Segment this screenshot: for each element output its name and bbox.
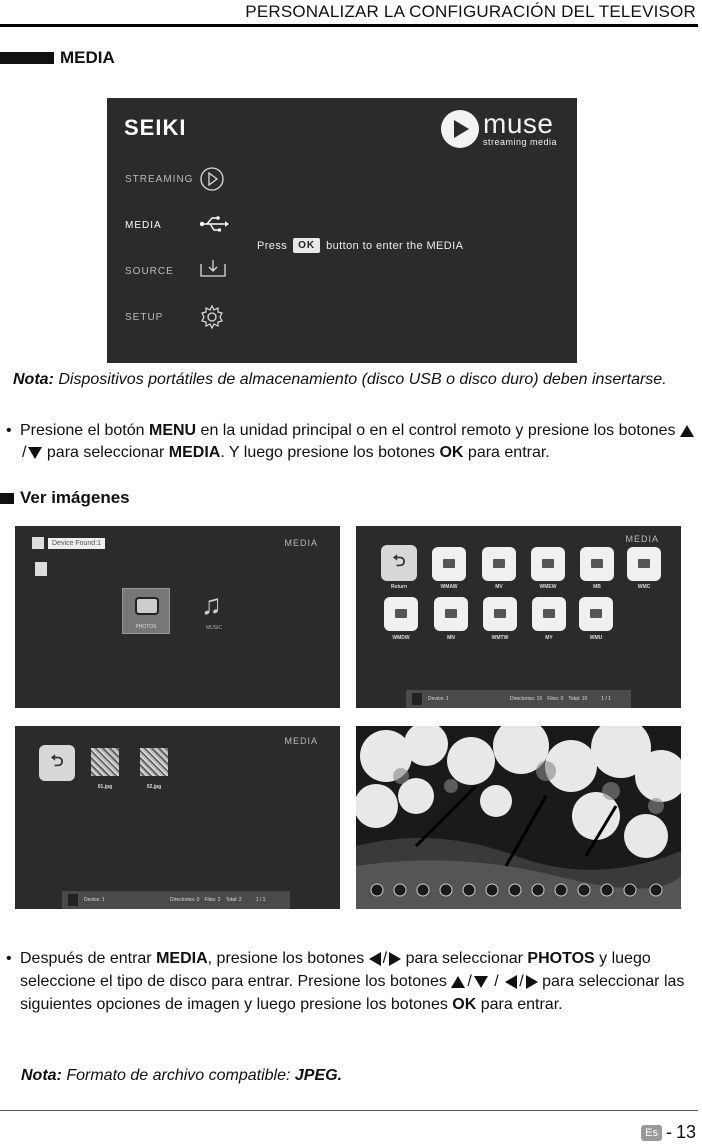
folder-icon[interactable]	[482, 547, 516, 581]
folder-label: MV	[495, 584, 503, 590]
play-circle-icon	[199, 166, 225, 190]
header-rule	[0, 24, 698, 27]
footer-rule	[0, 1110, 698, 1111]
muse-subtitle: streaming media	[483, 137, 558, 147]
main-menu-screen	[107, 98, 577, 363]
bullet2-text3: para seleccionar	[405, 950, 523, 967]
right-arrow-icon	[389, 952, 401, 966]
up-arrow-icon	[680, 425, 694, 437]
camera-icon	[135, 597, 159, 615]
bullet1-text5: para entrar.	[467, 444, 550, 461]
folder-icon[interactable]	[531, 547, 565, 581]
music-tile[interactable]	[191, 588, 237, 634]
image-thumbnail[interactable]	[91, 748, 119, 776]
device-icon	[412, 693, 422, 705]
page-number	[641, 1122, 696, 1143]
music-note-icon: ♫	[201, 589, 222, 620]
bullet2-media: MEDIA	[156, 950, 208, 967]
device-icon	[68, 894, 78, 906]
bullet-photos-instructions: • Después de entrar MEDIA, presione los botones / para seleccionar PHOTOS y luego seleccione el tipo de disco para entrar. Presione los botones / / / para seleccionar las siguientes opciones de imagen y luego presione los botones OK para entrar.	[6, 950, 685, 1013]
bullet1-ok: OK	[439, 444, 464, 461]
media-device-screen	[15, 526, 340, 708]
section-images-heading	[0, 488, 130, 508]
folder-icon[interactable]	[627, 547, 661, 581]
status-files: Files: 2	[204, 897, 221, 903]
drive-icon	[35, 562, 47, 576]
folder-icon[interactable]	[579, 597, 613, 631]
muse-play-icon	[441, 110, 479, 148]
section-bar	[0, 493, 14, 504]
folder-label: MB	[593, 584, 601, 590]
folder-label: WMAW	[440, 584, 458, 590]
left-arrow-icon	[369, 952, 381, 966]
note-text: Dispositivos portátiles de almacenamiento (disco USB o disco duro) deben insertarse.	[58, 371, 667, 388]
bullet2-text1: Después de entrar	[20, 950, 152, 967]
folder-label: WMU	[589, 635, 603, 641]
note-format	[21, 1065, 342, 1087]
input-source-icon	[199, 258, 225, 282]
status-dirs: Directories: 0	[170, 897, 200, 903]
media-label: MEDIA	[284, 736, 318, 746]
status-bar	[62, 891, 290, 909]
page-header-title: PERSONALIZAR LA CONFIGURACIÓN DEL TELEVISOR	[245, 2, 696, 21]
up-arrow-icon	[451, 976, 465, 988]
usb-icon	[199, 212, 225, 236]
bullet-menu-instructions: • Presione el botón MENU en la unidad principal o en el control remoto y presione los botones / para seleccionar MEDIA. Y luego presione los botones OK para entrar.	[20, 420, 698, 464]
folder-label: WMDW	[392, 635, 410, 641]
note-format-jpeg: JPEG.	[294, 1067, 343, 1084]
note-label: Nota:	[13, 371, 54, 388]
return-icon[interactable]: ⮌	[381, 545, 417, 581]
gear-icon	[199, 304, 225, 328]
usb-drive-icon	[32, 537, 44, 549]
file-label: 01.jpg	[97, 784, 113, 790]
device-found-label: Device Found:1	[48, 538, 105, 549]
status-files: Files: 0	[547, 696, 564, 702]
bullet2-text4: y luego seleccione el tipo de disco para entrar. Presione los botones	[20, 950, 651, 990]
right-arrow-icon	[526, 975, 538, 989]
folder-icon[interactable]	[483, 597, 517, 631]
status-total: Total: 2	[225, 897, 242, 903]
image-thumbnail[interactable]	[140, 748, 168, 776]
left-arrow-icon	[505, 975, 517, 989]
folder-label: MN	[447, 635, 455, 641]
status-page: 1 / 1	[255, 897, 266, 903]
bullet1-text3: para seleccionar	[46, 444, 165, 461]
status-device: Device: 1	[428, 696, 449, 702]
status-dirs: Directories: 10	[510, 696, 543, 702]
note-format-text: Formato de archivo compatible:	[66, 1067, 291, 1084]
section-images-title: Ver imágenes	[20, 488, 130, 507]
menu-item-media[interactable]: MEDIA	[125, 220, 162, 231]
muse-title: muse	[483, 108, 554, 139]
media-folders-screen	[356, 526, 681, 708]
section-bar	[0, 52, 54, 64]
section-media-title: MEDIA	[60, 48, 115, 67]
note-format-label: Nota:	[21, 1067, 62, 1084]
language-badge: Es	[641, 1125, 662, 1141]
folder-label: WMTW	[491, 635, 509, 641]
folder-icon[interactable]	[434, 597, 468, 631]
bullet1-menu: MENU	[148, 422, 197, 439]
press-rest-text: button to enter the MEDIA	[326, 239, 464, 252]
file-label: 02.jpg	[146, 784, 162, 790]
status-page: 1 / 1	[601, 696, 611, 702]
bullet1-text1: Presione el botón	[20, 422, 145, 439]
folder-label: Return	[390, 584, 408, 590]
media-files-screen	[15, 726, 340, 909]
status-total: Total: 10	[568, 696, 588, 702]
menu-item-streaming[interactable]: STREAMING	[125, 174, 194, 185]
photos-tile[interactable]	[122, 588, 170, 634]
folder-icon[interactable]	[432, 547, 466, 581]
folder-label: MY	[545, 635, 553, 641]
folder-label: WMEW	[539, 584, 557, 590]
section-media-heading	[0, 48, 115, 68]
press-text: Press	[257, 239, 288, 252]
muse-logo	[441, 110, 557, 148]
page-number-value: 13	[675, 1122, 696, 1142]
photos-label: PHOTOS	[135, 624, 157, 630]
bullet2-text2: , presione los botones	[207, 950, 365, 967]
down-arrow-icon	[474, 976, 488, 988]
photo-viewer-screen	[356, 726, 681, 909]
menu-item-setup[interactable]: SETUP	[125, 312, 164, 323]
note-storage	[13, 369, 693, 391]
ok-button-label: OK	[293, 238, 320, 253]
bullet1-text4: . Y luego presione los botones	[220, 444, 436, 461]
bullet2-ok: OK	[452, 996, 477, 1013]
folder-label: WMC	[637, 584, 651, 590]
folder-icon[interactable]	[532, 597, 566, 631]
media-label: MEDIA	[284, 538, 318, 548]
bullet2-text6: para entrar.	[480, 996, 563, 1013]
return-icon[interactable]: ⮌	[39, 745, 75, 781]
media-label: MEDIA	[625, 534, 659, 544]
down-arrow-icon	[28, 447, 42, 459]
page-dash: -	[665, 1122, 672, 1142]
status-bar	[406, 690, 631, 708]
bullet1-media: MEDIA	[168, 444, 221, 461]
bullet2-text5: para seleccionar las siguientes opciones de imagen y luego presione los botones	[20, 973, 685, 1013]
bullet1-text2: en la unidad principal o en el control remoto y presione los botones	[200, 422, 676, 439]
bullet2-photos: PHOTOS	[527, 950, 595, 967]
device-found-row	[32, 537, 105, 549]
seiki-logo: SEIKI	[124, 115, 187, 140]
press-ok-instruction	[257, 238, 463, 253]
menu-item-source[interactable]: SOURCE	[125, 266, 174, 277]
status-device: Device: 1	[84, 897, 105, 903]
folder-icon[interactable]	[580, 547, 614, 581]
music-label: MUSIC	[205, 625, 223, 631]
folder-icon[interactable]	[384, 597, 418, 631]
blossom-photo	[356, 726, 681, 909]
